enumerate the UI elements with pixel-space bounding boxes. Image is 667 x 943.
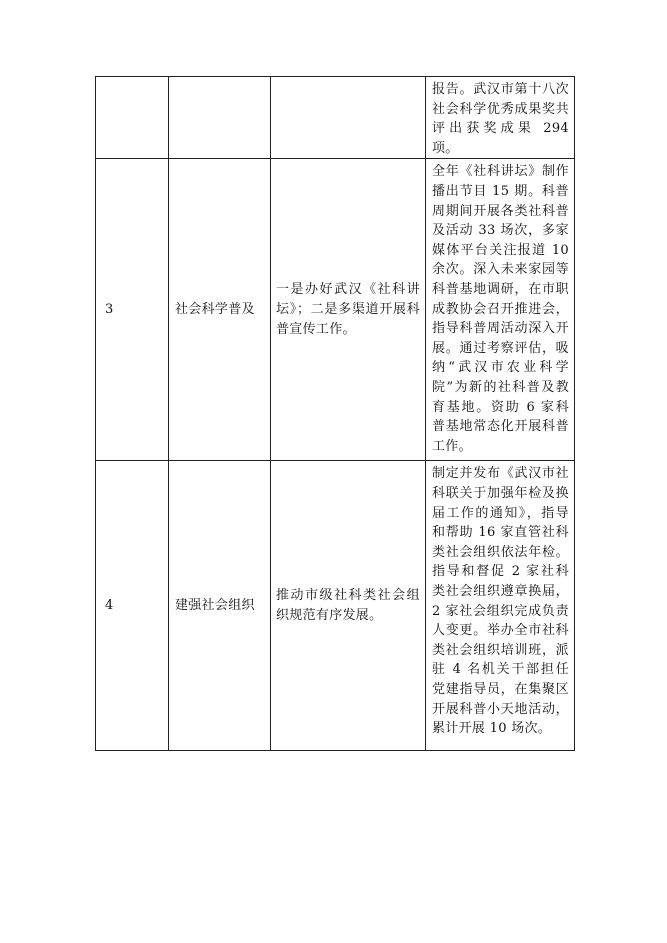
table-row <box>96 77 575 159</box>
table-row <box>96 159 575 461</box>
result-text: 报告。武汉市第十八次社会科学优秀成果奖共评出获奖成果 294 项。 <box>432 82 569 156</box>
task-cell <box>271 159 426 461</box>
category-cell <box>169 77 271 159</box>
result-cell <box>426 159 575 461</box>
index-cell <box>96 77 169 159</box>
task-cell <box>271 461 426 751</box>
task-text: 一是办好武汉《社科讲坛》；二是多渠道开展科普宣传工作。 <box>276 282 420 337</box>
task-text: 推动市级社科类社会组织规范有序发展。 <box>276 588 420 623</box>
index-cell <box>96 461 169 751</box>
category-text: 建强社会组织 <box>175 598 255 614</box>
index-cell <box>96 159 169 461</box>
result-cell <box>426 461 575 751</box>
row-index: 3 <box>105 302 114 318</box>
task-cell <box>271 77 426 159</box>
table-row <box>96 461 575 751</box>
category-cell <box>169 461 271 751</box>
category-cell <box>169 159 271 461</box>
row-index: 4 <box>105 598 114 614</box>
result-text: 制定并发布《武汉市社科联关于加强年检及换届工作的通知》，指导和帮助 16 家直管社科类社会组织依法年检。指导和督促 2 家社科类社会组织遵章换届，2 家社会组织完成负责人变更。举办全市社科类社会组织培训班，派驻 4 名机关干部担任党建指导员，在集聚区开展科普小天地活动，累计开展 10 场次。 <box>432 466 569 737</box>
work-summary-table <box>95 76 575 751</box>
result-text: 全年《社科讲坛》制作播出节目 15 期。科普周期间开展各类社科普及活动 33 场次，多家媒体平台关注报道 10 余次。深入未来家园等科普基地调研，在市职成教协会召开推进会，指导科普周活动深入开展。通过考察评估，吸纳“武汉市农业科学院”为新的社科普及教育基地。资助 6 家科普基地常态化开展科普工作。 <box>432 164 569 454</box>
category-text: 社会科学普及 <box>175 302 255 318</box>
result-cell <box>426 77 575 159</box>
